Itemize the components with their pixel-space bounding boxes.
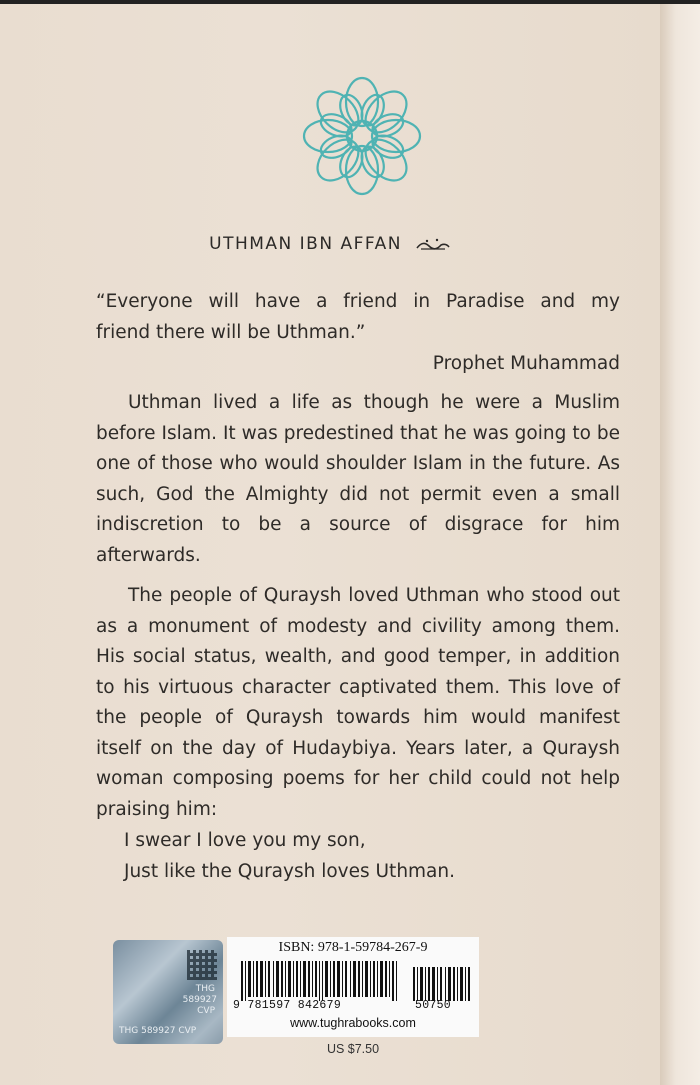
paragraph-2: The people of Quraysh loved Uthman who stood out as a monument of modesty and civility among them. His social status, wealth, and good temper, in addition to his virtuous character captivated them. This love of the people of Quraysh towards him would manifest itself on the day of Hudaybiya. Years later, a Quraysh woman composing poems for her child could not help praising him: <box>96 585 620 820</box>
price: US $7.50 <box>326 1042 380 1056</box>
opening-quote <box>96 287 620 348</box>
isbn-text: ISBN: 978-1-59784-267-9 <box>278 940 428 955</box>
paragraph-1: Uthman lived a life as though he were a Muslim before Islam. It was predestined that he was going to be one of those who would shoulder Islam in the future. As such, God the Almighty did not permit even a small indiscretion to be a source of disgrace for him afterwards. <box>96 392 620 566</box>
rosette-ornament-icon <box>297 71 427 201</box>
page-title <box>0 234 660 254</box>
hologram-text-1: THG <box>195 984 215 994</box>
quote-line-2: friend there will be Uthman.” <box>96 321 366 343</box>
barcode-label <box>227 937 479 1037</box>
hologram-text-2: 589927 <box>182 995 217 1005</box>
hologram-text-3: CVP <box>197 1006 215 1016</box>
quote-line-1: “Everyone will have a friend in Paradise and my <box>96 291 620 312</box>
hologram-sticker <box>113 940 223 1044</box>
verse-line-2: Just like the Quraysh loves Uthman. <box>124 861 456 882</box>
publisher-website: www.tughrabooks.com <box>290 1016 416 1030</box>
qr-code-icon <box>187 950 217 980</box>
book-edge <box>660 4 700 1085</box>
barcode-digits: 9 781597 842679 <box>233 999 342 1012</box>
hologram-text-4: THG 589927 CVP <box>119 1026 197 1036</box>
honorific-calligraphy-icon <box>415 236 451 252</box>
quote-attribution: Prophet Muhammad <box>432 353 620 374</box>
book-back-cover <box>0 4 660 1085</box>
verse-line-1: I swear I love you my son, <box>124 830 366 851</box>
barcode-addon-digits: 50750 <box>415 999 452 1012</box>
barcode-icon <box>227 961 479 1001</box>
title-text: UTHMAN IBN AFFAN <box>209 234 402 254</box>
